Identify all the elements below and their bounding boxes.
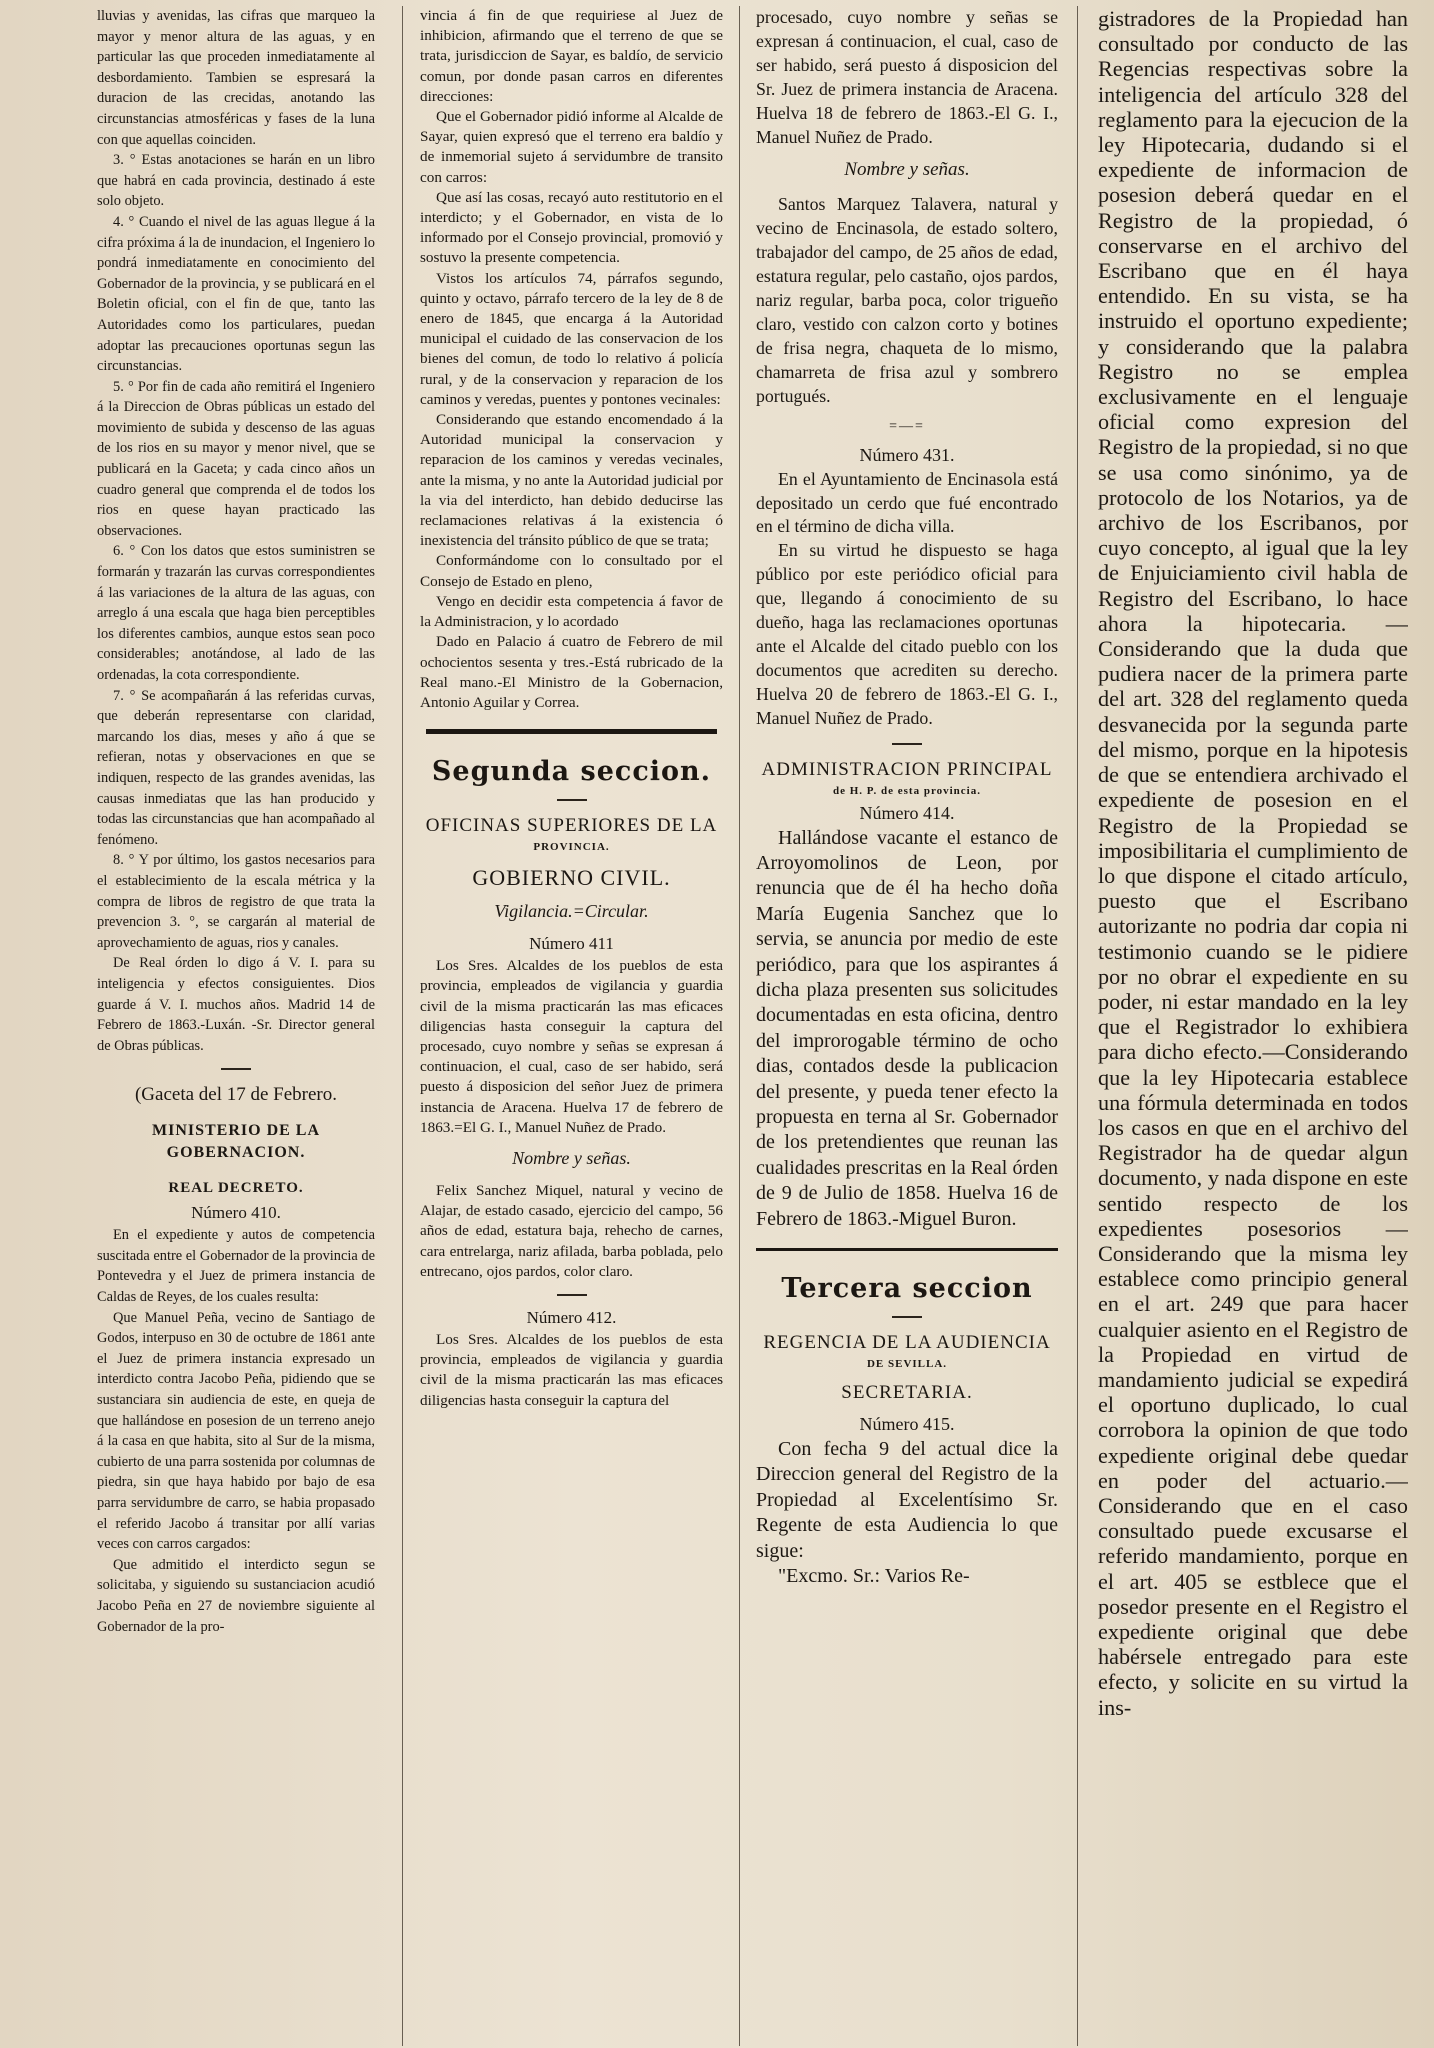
paragraph: Vistos los artículos 74, párrafos segundo, quinto y octavo, párrafo tercero de la ley de 8 de enero de 1845, que encarga á la Autoridad municipal el cuidado de las conservacion de los bienes del comun, de todo lo relativo á policía rural, y de la conservacion y reparacion de los caminos y veredas, puentes y pontones vecinales: <box>420 269 723 408</box>
secretaria-heading: SECRETARIA. <box>841 1382 973 1404</box>
paragraph: Felix Sanchez Miquel, natural y vecino de Alajar, de estado casado, ejercicio del campo, 56 años de edad, estatura baja, rehecho de carnes, cara entrelarga, nariz afilada, barba poblada, pelo entrecano, ojos pardos, color claro. <box>420 1181 723 1280</box>
paragraph: Los Sres. Alcaldes de los pueblos de esta provincia, empleados de vigilancia y guardia civil de la misma practicarán las mas eficaces diligencias hasta conseguir la captura del procesado, cuyo nombre y señas se expresan á continuacion, el cual, caso de ser habido, será puesto á disposicion del señor Juez de primera instancia de Aracena. Huelva 17 de febrero de 1863.=El G. I., Manuel Nuñez de Prado. <box>420 957 723 1136</box>
paragraph: Santos Marquez Talavera, natural y vecino de Encinasola, de estado soltero, trabajador del campo, de 25 años de edad, estatura regular, pelo castaño, ojos pardos, nariz regular, barba poca, color trigueño claro, vestido con calzon corto y botines de frisa negra, chaqueta de lo mismo, chamarreta de frisa azul y sombrero portugués. <box>756 194 1058 406</box>
paragraph: procesado, cuyo nombre y señas se expresan á continuacion, el cual, caso de ser habido, será puesto á disposicion del Sr. Juez de primera instancia de Aracena. Huelva 18 de febrero de 1863.-El G. I., Manuel Nuñez de Prado. <box>756 7 1058 147</box>
tercera-seccion-heading: Tercera seccion <box>781 1273 1033 1305</box>
vigilancia-heading: Vigilancia.=Circular. <box>494 901 649 922</box>
real-decreto-heading: REAL DECRETO. <box>168 1180 304 1197</box>
paragraph: Los Sres. Alcaldes de los pueblos de esta provincia, empleados de vigilancia y guardia civil de la misma practicarán las mas eficaces diligencias hasta conseguir la captura del <box>420 1330 723 1409</box>
oficinas-heading: OFICINAS SUPERIORES DE LA <box>425 815 718 837</box>
numero-411: Número 411 <box>529 934 614 954</box>
paragraph: Vengo en decidir esta competencia á favor de la Administracion, y lo acordado <box>420 592 723 631</box>
paragraph: En su virtud he dispuesto se haga público por este periódico oficial para que, llegando á conocimiento de su dueño, haga las reclamaciones oportunas ante el Alcalde del citado pueblo con los documentos que acrediten su derecho. Huelva 20 de febrero de 1863.-El G. I., Manuel Nuñez de Prado. <box>756 540 1058 728</box>
column-rule <box>402 6 403 2046</box>
regencia-heading: REGENCIA DE LA AUDIENCIA <box>763 1332 1051 1354</box>
paragraph: De Real órden lo digo á V. I. para su inteligencia y efectos consiguientes. Dios guarde á V. I. muchos años. Madrid 14 de Febrero de 1863.-Luxán. -Sr. Director general de Obras públicas. <box>97 955 375 1054</box>
gobierno-civil-heading: GOBIERNO CIVIL. <box>472 865 671 891</box>
separator: =—= <box>889 418 925 434</box>
column-4 <box>1098 6 1408 2046</box>
paragraph: Que el Gobernador pidió informe al Alcalde de Sayar, quien expresó que el terreno era baldío y de inmemorial sujeto á servidumbre de transito con carros: <box>420 108 723 186</box>
section-rule <box>426 729 717 734</box>
paragraph: Que admitido el interdicto segun se solicitaba, y siguiendo su sustanciacion acudió Jacobo Peña en 27 de noviembre siguiente al Gobernador de la pro- <box>97 1556 375 1635</box>
paragraph: 4. ° Cuando el nivel de las aguas llegue á la cifra próxima á la de inundacion, el Ingeniero lo pondrá inmediatamente en conocimiento del Gobernador de la provincia, y se publicará en el Boletin oficial, con el fin de que, tanto las Autoridades como los particulares, puedan adoptar las precauciones oportunas segun las circunstancias. <box>97 213 375 375</box>
paragraph: 5. ° Por fin de cada año remitirá el Ingeniero á la Direccion de Obras públicas un estado del movimiento de subida y descenso de las aguas de los rios en su mayor y menor nivel, que se publicará en la Gaceta; y cada cinco años un cuadro general que comprenda el de todos los rios en quese hayan practicado las observaciones. <box>97 378 375 539</box>
paragraph: Dado en Palacio á cuatro de Febrero de mil ochocientos sesenta y tres.-Está rubricado de la Real mano.-El Ministro de la Gobernacion, Antonio Aguilar y Correa. <box>420 633 723 711</box>
columns <box>0 6 1434 2048</box>
separator <box>892 743 922 745</box>
paragraph: Que así las cosas, recayó auto restitutorio en el interdicto; y el Gobernador, en vista de lo informado por el Consejo provincial, promovió y sostuvo la presente competencia. <box>420 188 723 267</box>
paragraph: "Excmo. Sr.: Varios Re- <box>778 1565 970 1588</box>
ministry-heading: MINISTERIO DE LA GOBERNACION. <box>151 1122 321 1162</box>
paragraph: 6. ° Con los datos que estos suministren se formarán y trazarán las curvas correspondientes á las variaciones de la altura de las aguas, con arreglo á una escala que haga bien perceptibles los diferentes cambios, aunque estos sean poco considerables; anotándose, al lado de las ordenadas, la cota correspondiente. <box>97 543 375 683</box>
paragraph: En el expediente y autos de competencia suscitada entre el Gobernador de la provincia de Pontevedra y el Juez de primera instancia de Caldas de Reyes, de los cuales resulta: <box>97 1227 375 1306</box>
paragraph: Conformándome con lo consultado por el Consejo de Estado en pleno, <box>420 552 723 590</box>
separator <box>221 1068 251 1070</box>
numero-412: Número 412. <box>526 1307 617 1327</box>
nombre-senas-heading: Nombre y señas. <box>844 159 970 181</box>
numero-410: Número 410. <box>191 1203 281 1223</box>
gaceta-heading: (Gaceta del 17 de Febrero. <box>134 1084 338 1106</box>
administracion-heading: ADMINISTRACION PRINCIPAL <box>761 758 1053 780</box>
column-3 <box>756 6 1058 2046</box>
separator <box>557 1294 587 1296</box>
segunda-seccion-heading: Segunda seccion. <box>431 756 712 788</box>
paragraph: 7. ° Se acompañarán á las referidas curvas, que deberán representarse con claridad, marcando los dias, meses y año á que se refieran, notas y observaciones en que se indiquen, respecto de las grandes avenidas, las causas inmediatas que las han producido y todas las circunstancias que han acompañado al fenómeno. <box>97 687 375 848</box>
numero-414: Número 414. <box>859 802 955 823</box>
separator <box>892 1316 922 1318</box>
column-rule <box>739 6 740 2046</box>
paragraph: gistradores de la Propiedad han consultado por conducto de las Regencias respectivas sobre la inteligencia del artículo 328 del reglamento para la ejecucion de la ley Hipotecaria, dudando si el expediente de informacion de posesion deberá quedar en el Registro de la propiedad, ó conservarse en el archivo del Escribano que en él haya entendido. En su vista, se ha instruido el oportuno expediente; y considerando que la palabra Registro no se emplea exclusivamente en el lenguaje oficial como expresion del Registro de la propiedad, si no que se usa como sinónimo, ya de protocolo de los Notarios, ya de archivo de los Escribanos, por cuyo concepto, al igual que la ley de Enjuiciamiento civil habla de Registro del Escribano, lo hace ahora la hipotecaria. —Considerando que la duda que pudiera nacer de la primera parte del art. 328 del reglamento queda desvanecida por la segunda parte del mismo, porque en la hipotesis de que se entendiera archivado el expediente de posesion en el Registro de la Propiedad se imposibilitaria el cumplimiento de lo que dispone el citado artículo, puesto que el Escribano autorizante no podria dar copia ni testimonio cuando se le pidiere por no obrar el expediente en su poder, ni estar mandado en la ley que el Registrador lo exhibiera para dicho efecto.—Considerando que la ley Hipotecaria establece una fórmula determinada en todos los casos en que en el archivo del Registrador ha de quedar algun documento, y nada dispone en este sentido respecto de los expedientes posesorios — Considerando que la misma ley establece como principio general en el art. 249 que para hacer cualquier asiento en el Registro de la Propiedad en virtud de mandamiento judicial se expedirá el oportuno duplicado, lo cual corrobora la opinion de que todo expediente original debe quedar en poder del actuario.—Considerando que en el caso consultado puede excusarse el referido mandamiento, porque en el art. 405 se estblece que el posedor presente en el Registro el expediente original que debe habérsele entregado para este efecto, y solicite en su virtud la ins- <box>1098 6 1408 1720</box>
column-rule <box>1077 6 1078 2046</box>
numero-431: Número 431. <box>859 444 955 465</box>
paragraph: vincia á fin de que requiriese al Juez de inhibicion, afirmando que el terreno de que se trata, jurisdiccion de Sayar, es baldío, de servicio comun, por donde pasan carros en diferentes direcciones: <box>420 7 723 105</box>
separator <box>557 799 587 801</box>
paragraph: En el Ayuntamiento de Encinasola está depositado un cerdo que fué encontrado en el término de dicha villa. <box>756 468 1058 537</box>
sevilla-subheading: DE SEVILLA. <box>866 1358 948 1371</box>
paragraph: 8. ° Y por último, los gastos necesarios para el establecimiento de la escala métrica y la compra de libros de registro de que trata la prevencion 3. °, se cargarán al material de aprovechamiento de aguas, rios y canales. <box>97 852 375 951</box>
column-2 <box>420 6 723 2046</box>
section-rule <box>756 1248 1058 1251</box>
numero-415: Número 415. <box>859 1414 955 1435</box>
paragraph: Que Manuel Peña, vecino de Santiago de Godos, interpuso en 30 de octubre de 1861 ante el Juez de primera instancia expresado un interdicto contra Jacobo Peña, pidiendo que se sustanciara sin audiencia de este, en queja de que hallándose en posesion de un terreno anejo á la casa en que habita, sito al Sur de la misma, cubierto de una parra sostenida por columnas de piedra, sin que haya habido por bajo de esa parra servidumbre de carro, se habia propasado el referido Jacobo á transitar por allí varias veces con carros cargados: <box>97 1309 375 1553</box>
column-1 <box>97 6 375 2046</box>
nombre-senas-heading: Nombre y señas. <box>512 1147 631 1168</box>
paragraph: lluvias y avenidas, las cifras que marqueo la mayor y menor altura de las aguas, y en particular las que proceden inmediatamente al desbordamiento. Tambien se espresará la duracion de las crecidas, anotando las circunstancias atmosféricas y fases de la luna con que aquellas coinciden. <box>97 8 375 148</box>
paragraph: Considerando que estando encomendado á la Autoridad municipal la conservacion y reparacion de los caminos y veredas vecinales, ante la misma, y no ante la Autoridad judicial por la via del interdicto, han debido deducirse las reclamaciones relativas á la existencia ó inexistencia del tránsito público de que se trata; <box>420 411 723 550</box>
paragraph: Con fecha 9 del actual dice la Direccion general del Registro de la Propiedad al Excelentísimo Sr. Regente de esta Audiencia lo que sigue: <box>756 1438 1058 1562</box>
administracion-subheading: de H. P. de esta provincia. <box>832 784 981 797</box>
paragraph: Hallándose vacante el estanco de Arroyomolinos de Leon, por renuncia que de él ha hecho doña María Eugenia Sanchez que lo servia, se anuncia por medio de este periódico, para que los aspirantes á dicha plaza presenten sus solicitudes documentadas en esta oficina, dentro del improrogable término de ocho dias, contados desde la publicacion del presente, y pueda tener efecto la propuesta en terna al Sr. Gobernador de los pretendientes que reunan las cualidades prescritas en la Real órden de 9 de Julio de 1858. Huelva 16 de Febrero de 1863.-Miguel Buron. <box>756 826 1058 1230</box>
provincia-subheading: PROVINCIA. <box>533 841 610 854</box>
paragraph: 3. ° Estas anotaciones se harán en un libro que habrá en cada provincia, destinado á este solo objeto. <box>97 152 375 210</box>
